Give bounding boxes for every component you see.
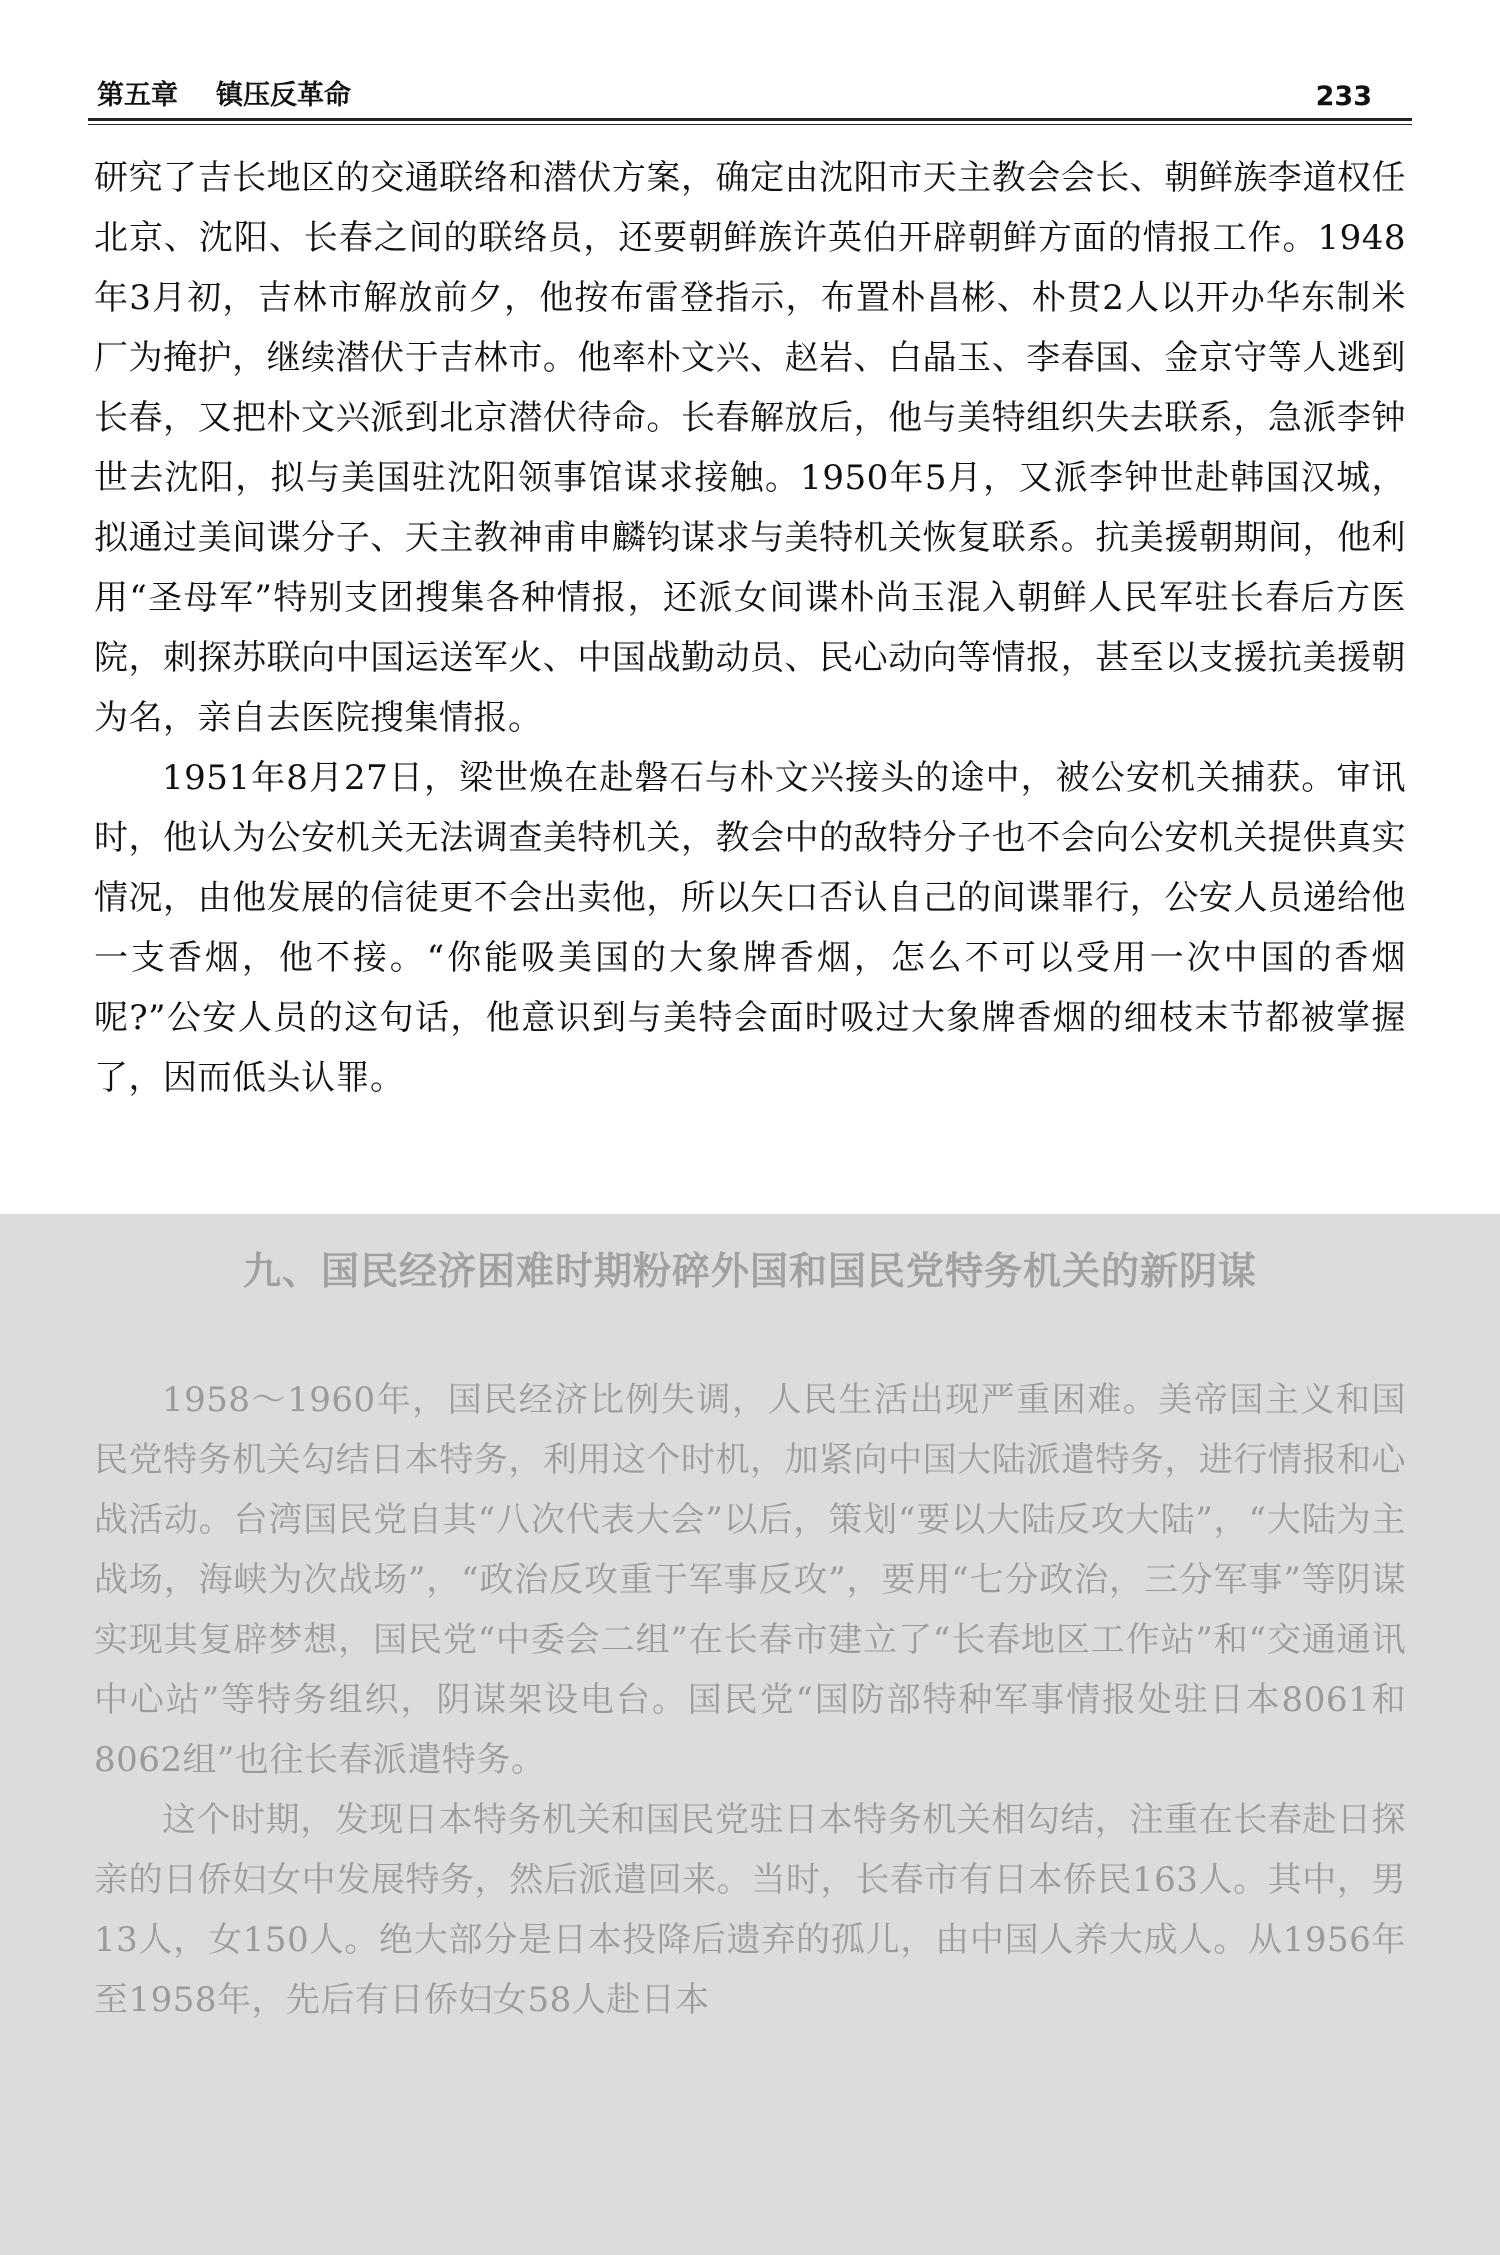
main-text [94,148,1406,1108]
body-paragraph-1: 研究了吉长地区的交通联络和潜伏方案，确定由沈阳市天主教会会长、朝鲜族李道权任北京、沈阳、长春之间的联络员，还要朝鲜族许英伯开辟朝鲜方面的情报工作。1948年3月初，吉林市解放前夕，他按布雷登指示，布置朴昌彬、朴贯2人以开办华东制米厂为掩护，继续潜伏于吉林市。他率朴文兴、赵岩、白晶玉、李春国、金京守等人逃到长春，又把朴文兴派到北京潜伏待命。长春解放后，他与美特组织失去联系，急派李钟世去沈阳，拟与美国驻沈阳领事馆谋求接触。1950年5月，又派李钟世赴韩国汉城，拟通过美间谍分子、天主教神甫申麟钧谋求与美特机关恢复联系。抗美援朝期间，他利用“圣母军”特别支团搜集各种情报，还派女间谍朴尚玉混入朝鲜人民军驻长春后方医院，刺探苏联向中国运送军火、中国战勤动员、民心动向等情报，甚至以支援抗美援朝为名，亲自去医院搜集情报。 [94,158,1406,738]
body-paragraph-2: 1951年8月27日，梁世焕在赴磐石与朴文兴接头的途中，被公安机关捕获。审讯时，他认为公安机关无法调查美特机关，教会中的敌特分子也不会向公安机关提供真实情况，由他发展的信徒更不会出卖他，所以矢口否认自己的间谍罪行，公安人员递给他一支香烟，他不接。“你能吸美国的大象牌香烟，怎么不可以受用一次中国的香烟呢?”公安人员的这句话，他意识到与美特会面时吸过大象牌香烟的细枝末节都被掌握了，因而低头认罪。 [94,758,1406,1098]
section-heading: 九、国民经济困难时期粉碎外国和国民党特务机关的新阴谋 [242,1249,1257,1293]
chapter-title: 镇压反革命 [216,80,351,111]
page-number: 233 [1315,81,1372,112]
section-text [94,1370,1406,2030]
header-rule [88,118,1412,125]
section-paragraph-1: 1958～1960年，国民经济比例失调，人民生活出现严重困难。美帝国主义和国民党特务机关勾结日本特务，利用这个时机，加紧向中国大陆派遣特务，进行情报和心战活动。台湾国民党自其“八次代表大会”以后，策划“要以大陆反攻大陆”，“大陆为主战场，海峡为次战场”，“政治反攻重于军事反攻”，要用“七分政治，三分军事”等阴谋实现其复辟梦想，国民党“中委会二组”在长春市建立了“长春地区工作站”和“交通通讯中心站”等特务组织，阴谋架设电台。国民党“国防部特种军事情报处驻日本8061和8062组”也往长春派遣特务。 [94,1380,1406,1780]
chapter-number: 第五章 [97,80,178,111]
section-paragraph-2: 这个时期，发现日本特务机关和国民党驻日本特务机关相勾结，注重在长春赴日探亲的日侨妇女中发展特务，然后派遣回来。当时，长春市有日本侨民163人。其中，男13人，女150人。绝大部分是日本投降后遗弃的孤儿，由中国人养大成人。从1956年至1958年，先后有日侨妇女58人赴日本 [94,1800,1406,2020]
running-header [97,66,1372,112]
header-chapter-info [97,73,351,112]
